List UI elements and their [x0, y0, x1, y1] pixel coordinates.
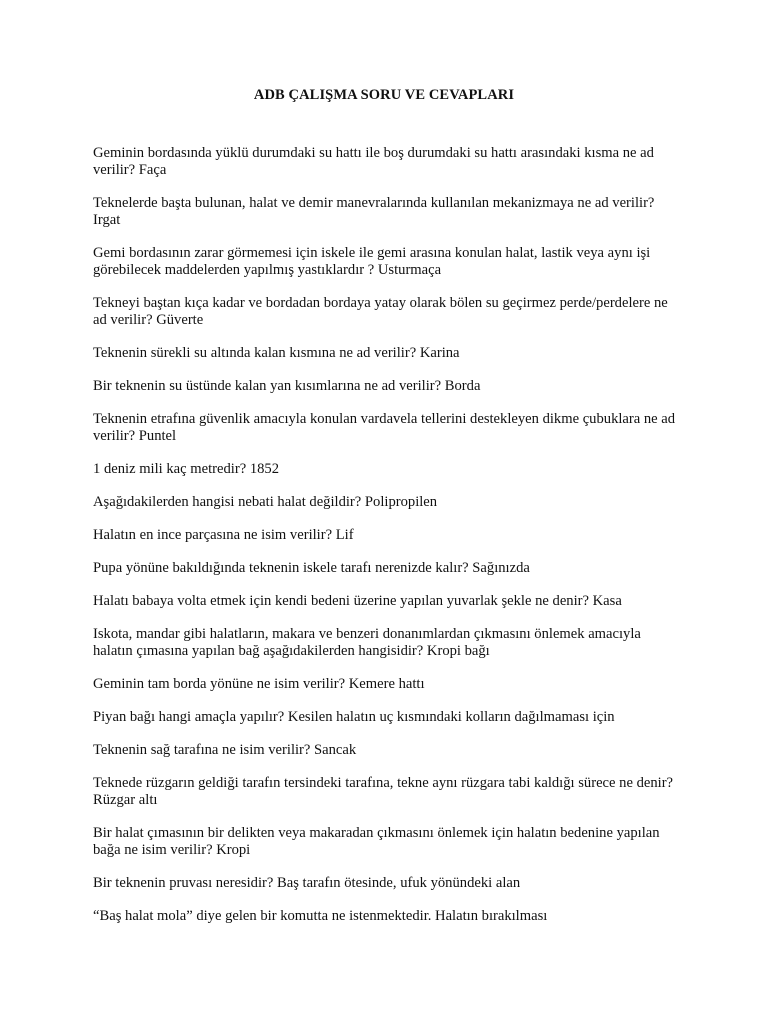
qa-item: Teknelerde başta bulunan, halat ve demir manevralarında kullanılan mekanizmaya ne ad verilir? Irgat — [93, 195, 655, 228]
qa-item: Teknede rüzgarın geldiği tarafın tersindeki tarafına, tekne aynı rüzgara tabi kaldığı sürece ne denir? Rüzgar altı — [93, 775, 674, 808]
qa-item: 1 deniz mili kaç metredir? 1852 — [93, 461, 280, 477]
qa-item: Geminin bordasında yüklü durumdaki su hattı ile boş durumdaki su hattı arasındaki kısma ne ad verilir? Faça — [93, 145, 654, 178]
qa-item: Teknenin sağ tarafına ne isim verilir? Sancak — [93, 742, 357, 758]
qa-item: Halatı babaya volta etmek için kendi bedeni üzerine yapılan yuvarlak şekle ne denir? Kasa — [93, 593, 622, 609]
qa-list — [93, 145, 683, 941]
page-title: ADB ÇALIŞMA SORU VE CEVAPLARI — [253, 87, 515, 103]
qa-item: Aşağıdakilerden hangisi nebati halat değildir? Polipropilen — [93, 494, 438, 510]
qa-item: “Baş halat mola” diye gelen bir komutta ne istenmektedir. Halatın bırakılması — [93, 908, 548, 924]
qa-item: Gemi bordasının zarar görmemesi için iskele ile gemi arasına konulan halat, lastik veya aynı işi görebilecek maddelerden yapılmış yastıklardır ? Usturmaça — [93, 245, 651, 278]
qa-item: Geminin tam borda yönüne ne isim verilir? Kemere hattı — [93, 676, 425, 692]
qa-item: Bir teknenin su üstünde kalan yan kısımlarına ne ad verilir? Borda — [93, 378, 481, 394]
qa-item: Pupa yönüne bakıldığında teknenin iskele tarafı nerenizde kalır? Sağınızda — [93, 560, 530, 576]
qa-item: Halatın en ince parçasına ne isim verilir? Lif — [93, 527, 354, 543]
qa-item: Iskota, mandar gibi halatların, makara ve benzeri donanımlardan çıkmasını önlemek amacıyla halatın çımasına yapılan bağ aşağıdakilerden hangisidir? Kropi bağı — [93, 626, 641, 659]
qa-item: Piyan bağı hangi amaçla yapılır? Kesilen halatın uç kısmındaki kolların dağılmaması için — [93, 709, 615, 725]
qa-item: Teknenin sürekli su altında kalan kısmına ne ad verilir? Karina — [93, 345, 460, 361]
qa-item: Bir teknenin pruvası neresidir? Baş tarafın ötesinde, ufuk yönündeki alan — [93, 875, 521, 891]
qa-item: Bir halat çımasının bir delikten veya makaradan çıkmasını önlemek için halatın bedenine yapılan bağa ne isim verilir? Kropi — [93, 825, 660, 858]
qa-item: Tekneyi baştan kıça kadar ve bordadan bordaya yatay olarak bölen su geçirmez perde/perdelere ne ad verilir? Güverte — [93, 295, 668, 328]
qa-item: Teknenin etrafına güvenlik amacıyla konulan vardavela tellerini destekleyen dikme çubuklara ne ad verilir? Puntel — [93, 411, 676, 444]
